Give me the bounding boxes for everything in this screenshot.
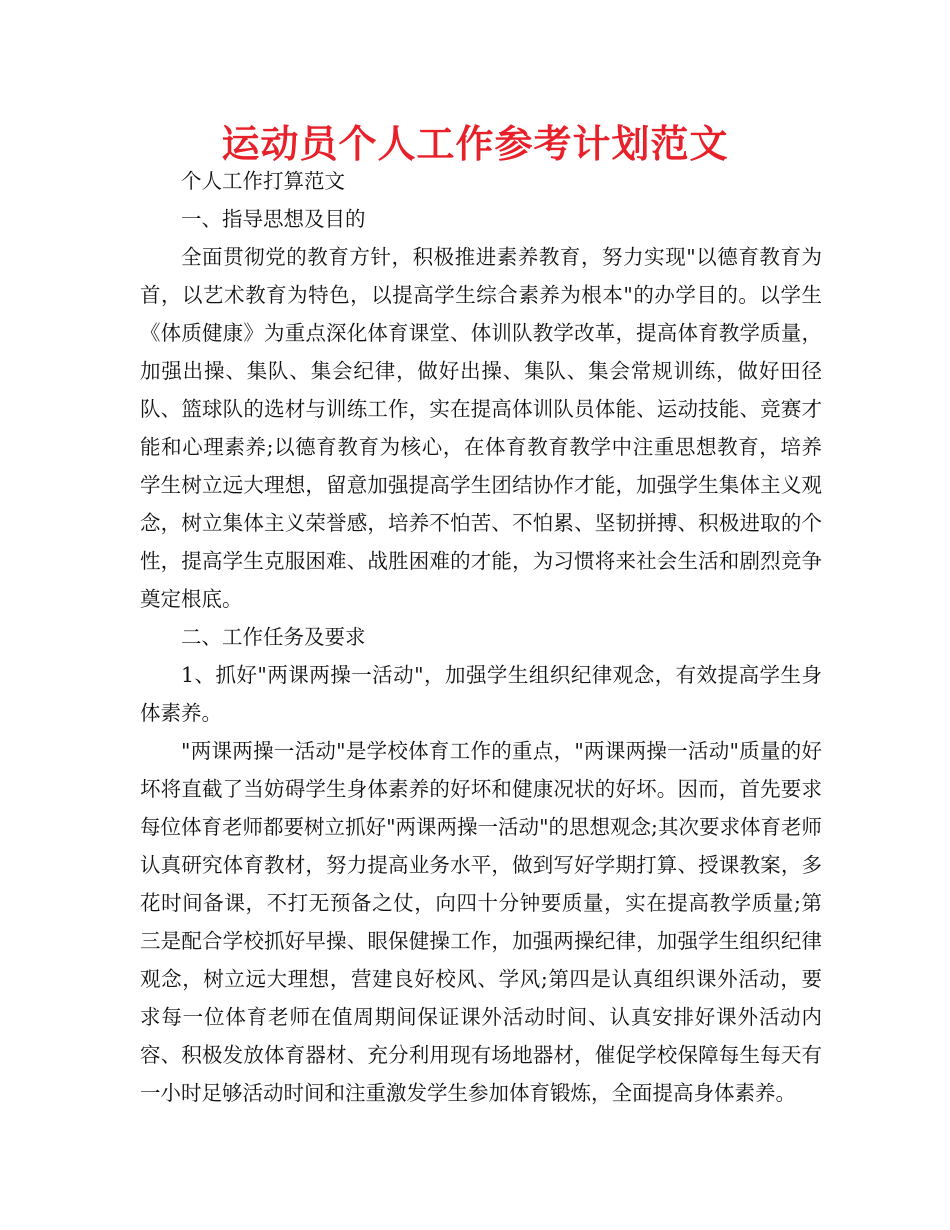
body-paragraph: 全面贯彻党的教育方针，积极推进素养教育，努力实现"以德育教育为首，以艺术教育为特色，以提高学生综合素养为根本"的办学目的。以学生《体质健康》为重点深化体育课堂、体训队教学改革，提高体育教学质量，加强出操、集队、集会纪律，做好出操、集队、集会常规训练，做好田径队、篮球队的选材与训练工作，实在提高体训队员体能、运动技能、竞赛才能和心理素养;以德育教育为核心，在体育教育教学中注重思想教育，培养学生树立远大理想，留意加强提高学生团结协作才能，加强学生集体主义观念，树立集体主义荣誉感，培养不怕苦、不怕累、坚韧拼搏、积极进取的个性，提高学生克服困难、战胜困难的才能，为习惯将来社会生活和剧烈竞争奠定根底。: [140, 245, 822, 611]
section-heading-tasks: 二、工作任务及要求: [181, 625, 366, 649]
body-paragraph: 1、抓好"两课两操一活动"，加强学生组织纪律观念，有效提高学生身体素养。: [140, 663, 822, 725]
subtitle-line: 个人工作打算范文: [181, 169, 345, 193]
body-paragraph: "两课两操一活动"是学校体育工作的重点，"两课两操一活动"质量的好坏将直截了当妨碍学生身体素养的好坏和健康况状的好坏。因而，首先要求每位体育老师都要树立抓好"两课两操一活动"的思想观念;其次要求体育老师认真研究体育教材，努力提高业务水平，做到写好学期打算、授课教案，多花时间备课，不打无预备之仗，向四十分钟要质量，实在提高教学质量;第三是配合学校抓好早操、眼保健操工作，加强两操纪律，加强学生组织纪律观念，树立远大理想，营建良好校风、学风;第四是认真组织课外活动，要求每一位体育老师在值周期间保证课外活动时间、认真安排好课外活动内容、积极发放体育器材、充分利用现有场地器材，催促学校保障每生每天有一小时足够活动时间和注重激发学生参加体育锻炼，全面提高身体素养。: [140, 739, 822, 1105]
document-body: [140, 162, 822, 1112]
section-heading-guiding-ideology: 一、指导思想及目的: [181, 207, 366, 231]
document-title: 运动员个人工作参考计划范文: [221, 122, 729, 166]
